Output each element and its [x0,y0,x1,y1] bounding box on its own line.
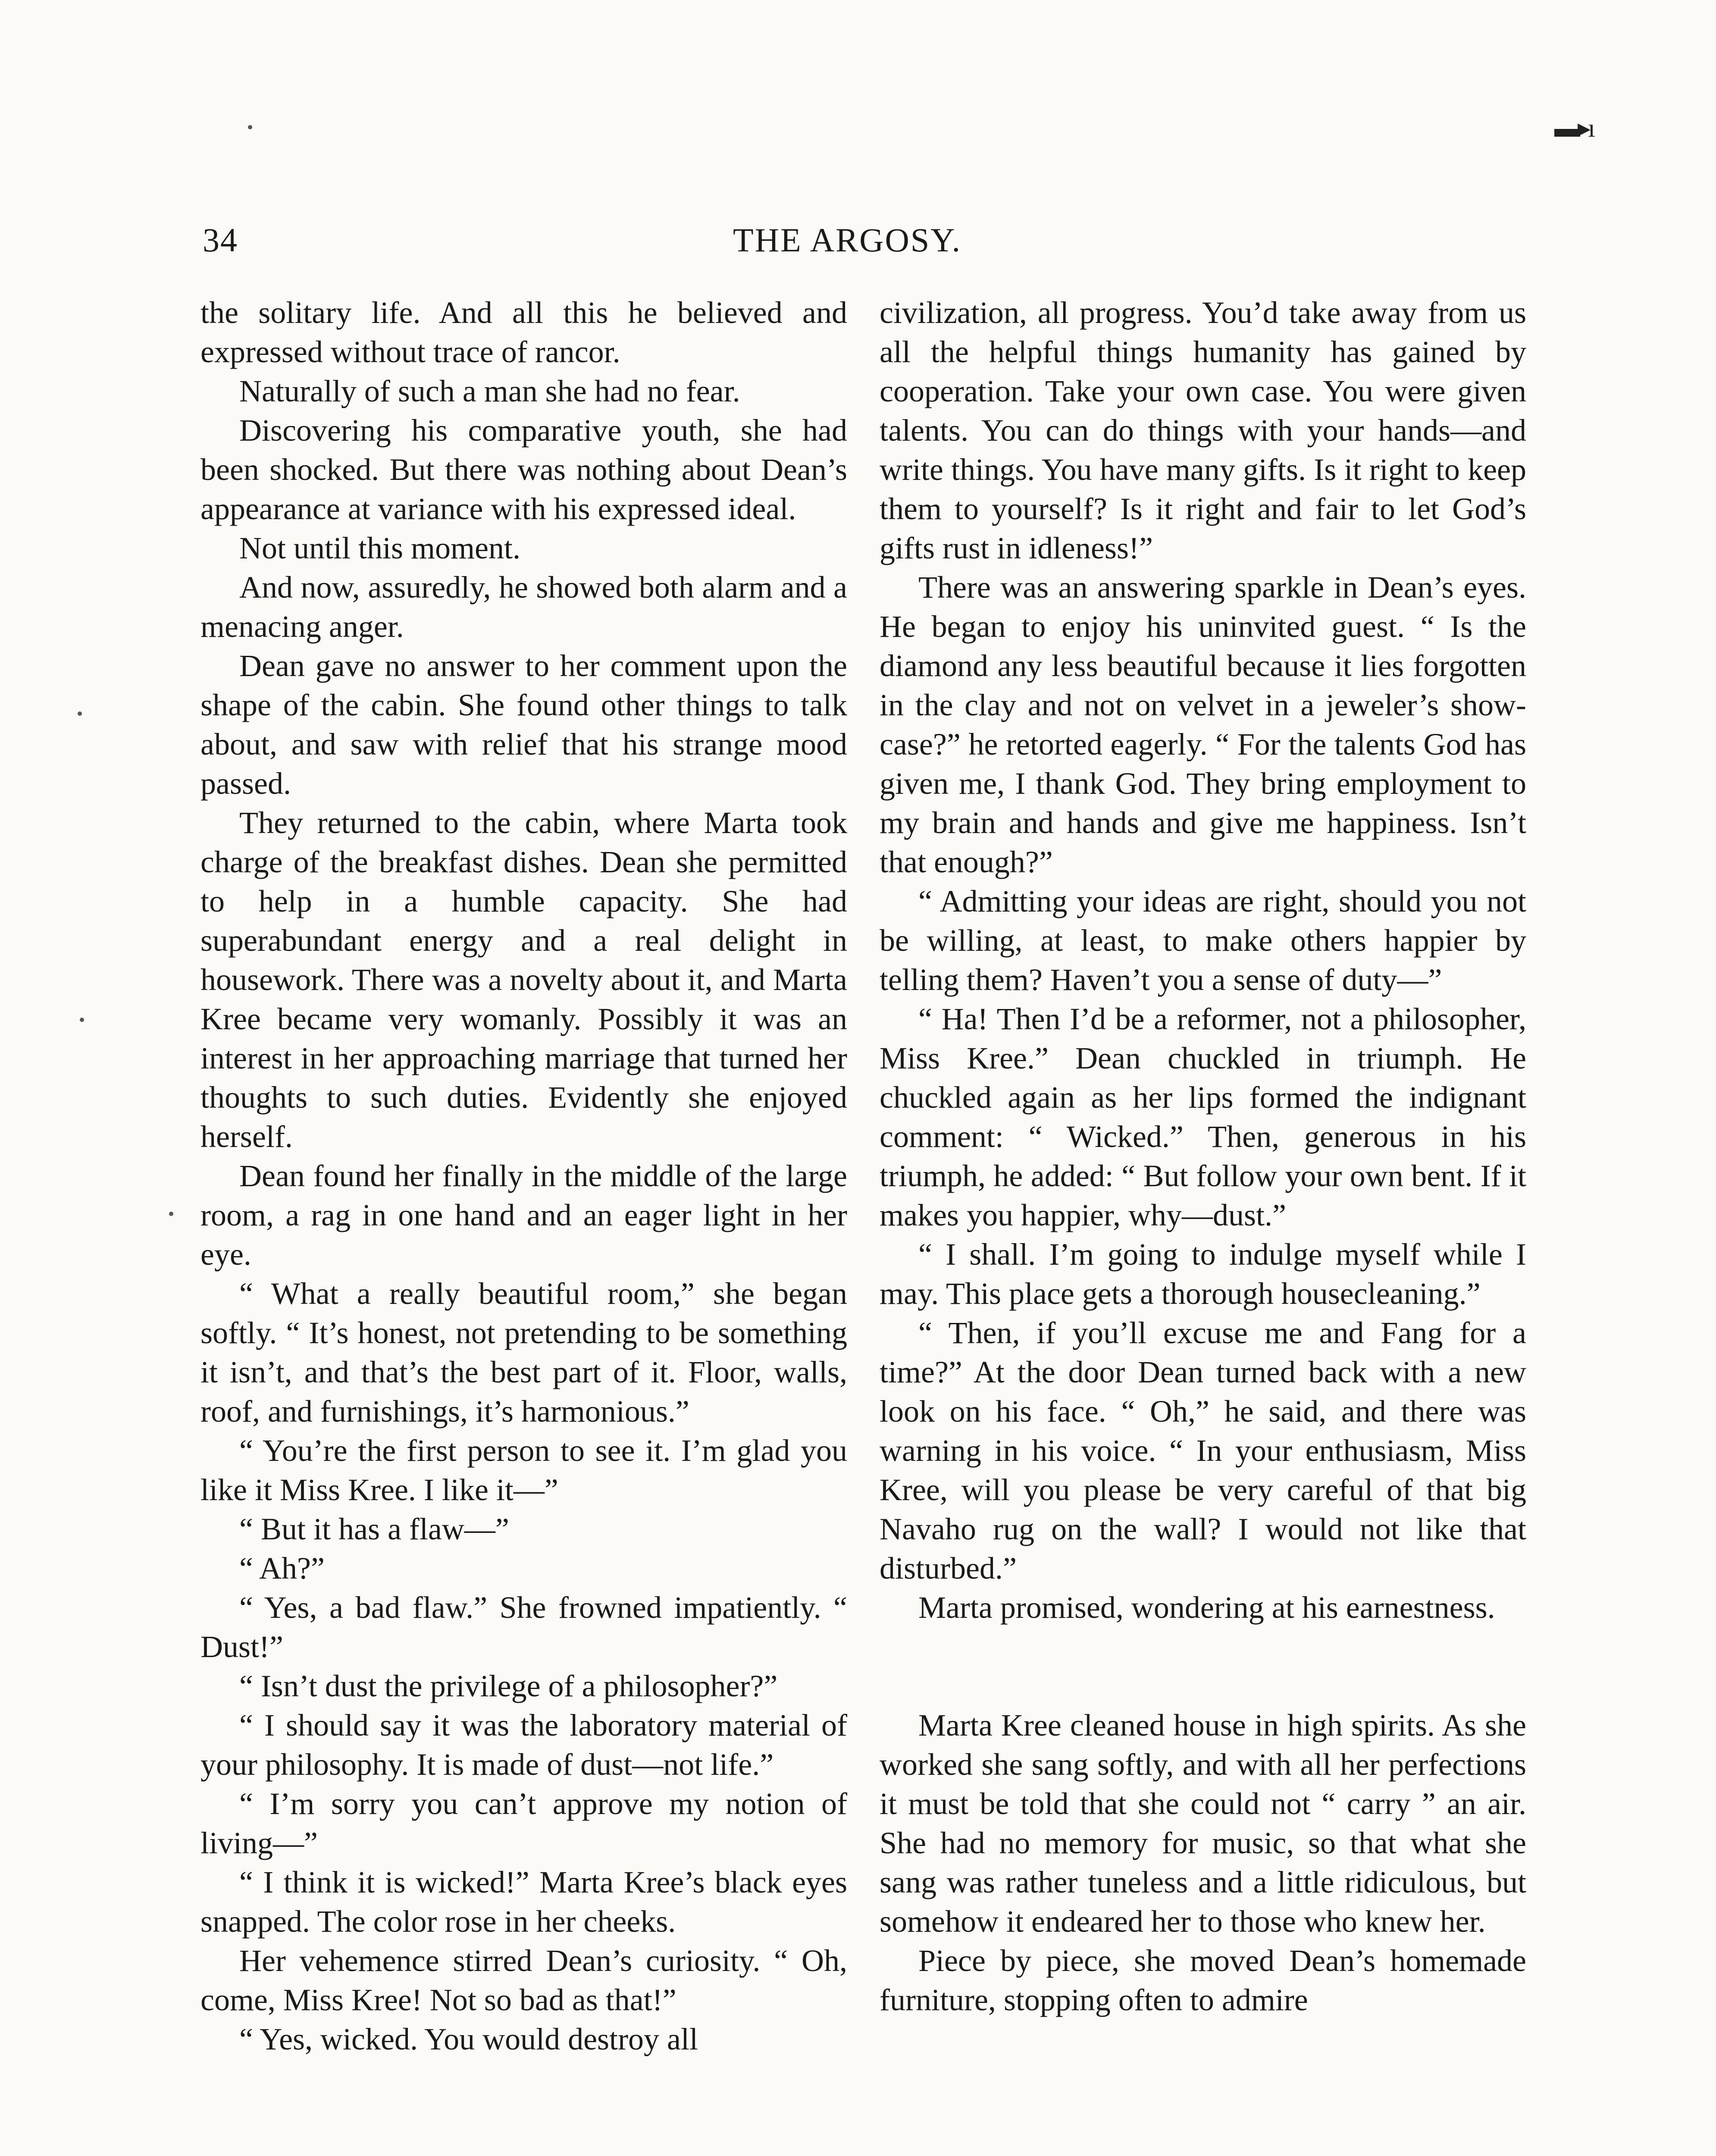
paragraph: Dean gave no answer to her comment upon the shape of the cabin. She found other things to talk about, and saw with relief that his strange mood passed. [200,649,847,801]
paragraph: Marta promised, wondering at his earnestness. [918,1590,1495,1625]
paragraph: “ Ha! Then I’d be a reformer, not a philosopher, Miss Kree.” Dean chuckled in triumph. He chuckled again as her lips formed the indignant comment: “ Wicked.” Then, generous in his triumph, he added: “ But follow your own bent. If it makes you happier, why—dust.” [880,1002,1526,1232]
paragraph-section-start: Marta Kree cleaned house in high spirits. As she worked she sang softly, and with all her perfections it must be told that she could not “ carry ” an air. She had no memory for music, so that what she sang was rather tuneless and a little ridiculous, but somehow it endeared her to those who knew her. [880,1708,1526,1939]
paragraph: “ Then, if you’ll excuse me and Fang for a time?” At the door Dean turned back with a new look on his face. “ Oh,” he said, and there was warning in his voice. “ In your enthusiasm, Miss Kree, will you please be very careful of that big Navaho rug on the wall? I would not like that disturbed.” [880,1316,1526,1586]
paragraph: And now, assuredly, he showed both alarm and a menacing anger. [200,570,847,644]
paragraph: “ Yes, wicked. You would destroy all [239,2022,698,2056]
paragraph: “ I should say it was the laboratory material of your philosophy. It is made of dust—not life.” [200,1708,847,1782]
paragraph: “ Yes, a bad flaw.” She frowned impatiently. “ Dust!” [200,1590,847,1664]
page-number: 34 [203,221,238,259]
paragraph: Piece by piece, she moved Dean’s homemade furniture, stopping often to admire [880,1943,1526,2017]
paragraph: Dean found her finally in the middle of the large room, a rag in one hand and an eager light in her eye. [200,1159,847,1272]
paragraph: Naturally of such a man she had no fear. [239,374,740,408]
paragraph: “ Isn’t dust the privilege of a philosopher?” [239,1669,778,1703]
paragraph: the solitary life. And all this he believed and expressed without trace of rancor. [200,295,847,369]
paper-speck [248,125,252,129]
page-header [203,221,1707,273]
paragraph: There was an answering sparkle in Dean’s eyes. He began to enjoy his uninvited guest. “ Is the diamond any less beautiful because it lies forgotten in the clay and not on velvet in a jeweler’s show-case?” he retorted eagerly. “ For the talents God has given me, I thank God. They bring employment to my brain and hands and give me happiness. Isn’t that enough?” [880,570,1526,879]
paragraph: Her vehemence stirred Dean’s curiosity. “ Oh, come, Miss Kree! Not so bad as that!” [200,1943,847,2017]
paper-speck [80,1018,84,1022]
paragraph: “ Admitting your ideas are right, should you not be willing, at least, to make others happier by telling them? Haven’t you a sense of duty—” [880,884,1526,997]
paragraph: “ Ah?” [239,1551,325,1586]
paragraph: “ What a really beautiful room,” she began softly. “ It’s honest, not pretending to be something it isn’t, and that’s the best part of it. Floor, walls, roof, and furnishings, it’s harmonious.” [200,1276,847,1429]
paper-speck [78,711,82,716]
paper-speck [169,1212,173,1216]
paragraph: “ I shall. I’m going to indulge myself while I may. This place gets a thorough housecleaning.” [880,1237,1526,1311]
paragraph: “ I think it is wicked!” Marta Kree’s black eyes snapped. The color rose in her cheeks. [200,1865,847,1939]
paragraph: Discovering his comparative youth, she had been shocked. But there was nothing about Dean’s appearance at variance with his expressed ideal. [200,413,847,526]
paragraph: “ You’re the first person to see it. I’m glad you like it Miss Kree. I like it—” [200,1433,847,1507]
paragraph: civilization, all progress. You’d take away from us all the helpful things humanity has gained by cooperation. Take your own case. You were given talents. You can do things with your hands—and write things. You have many gifts. Is it right to keep them to yourself? Is it right and fair to let God’s gifts rust in idleness!” [880,295,1526,565]
paragraph: “ I’m sorry you can’t approve my notion of living—” [200,1786,847,1860]
ink-mark: ▬▸ı [1554,114,1593,142]
paragraph: They returned to the cabin, where Marta took charge of the breakfast dishes. Dean she permitted to help in a humble capacity. She had superabundant energy and a real delight in housework. There was a novelty about it, and Marta Kree became very womanly. Possibly it was an interest in her approaching marriage that turned her thoughts to such duties. Evidently she enjoyed herself. [200,805,847,1154]
right-column [880,293,1526,2020]
paragraph: “ But it has a flaw—” [239,1512,509,1546]
paragraph: Not until this moment. [239,531,521,565]
left-column [200,293,847,2059]
running-head: THE ARGOSY. [733,221,961,259]
